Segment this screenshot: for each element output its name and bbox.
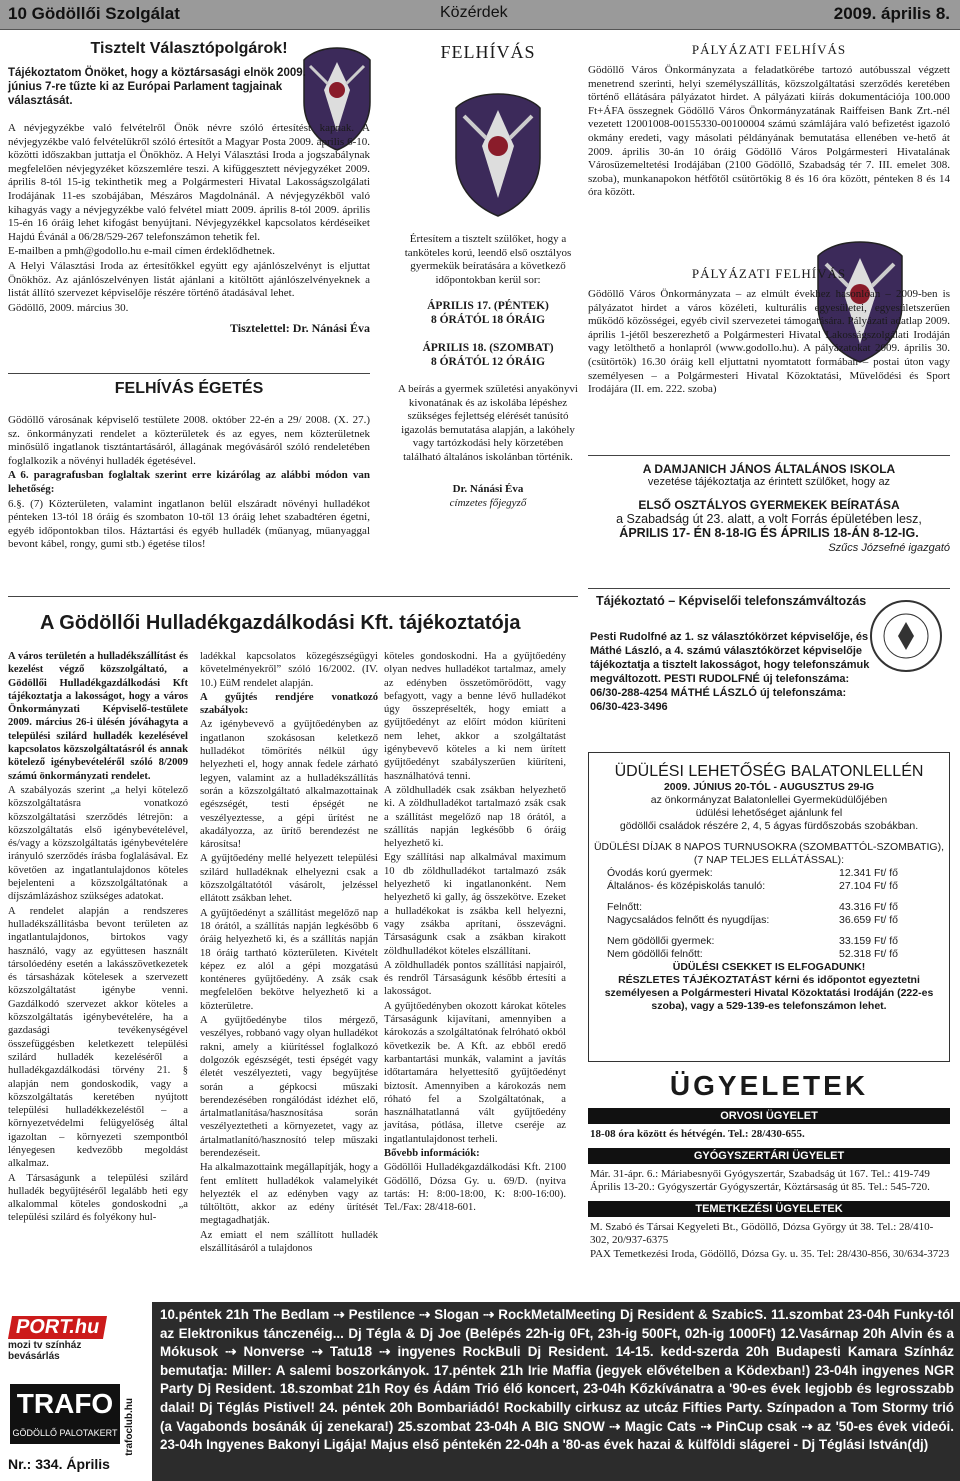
section-name: Közérdek xyxy=(440,4,508,21)
price-label: Felnőtt: xyxy=(607,901,643,913)
holiday-text: az önkormányzat Balatonlellei Gyermeküdülőjében xyxy=(650,794,888,806)
school-name: A DAMJANICH JÁNOS ÁLTALÁNOS ISKOLA xyxy=(642,462,896,476)
signature-role: címzetes főjegyző xyxy=(449,497,527,509)
burning-paragraph: 6.§. (7) Közterületen, valamint ingatlanon belül elszáradt növényi hulladékot pénteken 13-tól 18 óráig és szombaton 10-től 13 óráig lehet szabadtéren égetni, egyéb időpontokban tilos. Háztartási és egyéb hulladék (műanyag, műanyaggal bevont kábel, rongy, gumi stb.) égetése tilos! xyxy=(8,497,370,551)
club-logo-icon xyxy=(868,598,944,674)
school-notice-intro: vezetése tájékoztatja az érintett szülőket, hogy az xyxy=(647,476,891,488)
waste-paragraph: A rendelet alapján a rendszeres hulladékszállításba bevont területen az ingatlantulajdonos, birtokos vagy használó, vagy az együttesen használt társolóedény esetén a lakásszövetkezetek és társasházak kötelesek a szervezett közszolgáltatást igénybe venni. Gazdálkodó szervezet akkor köteles a közszolgáltatás igénybevételére, ha a gazdasági tevékenységével összefüggésben keletkezett települési szilárd hulladék kezeléséről a hulladékgazdálkodási törvény 21. § alapján nem gondoskodik, vagy a közszolgáltatás keretében nyújtott települési hulladékkezeléstől – a környezetvédelmi felügyelőség által igazoltan – környezeti szempontból lényegesen kedvezőbb megoldást alkalmaz. xyxy=(8,905,188,1170)
waste-paragraph: köteles gondoskodni. Ha a gyűjtőedény olyan nedves hulladékot tartalmaz, amely az edényben összetömörödött, vagy befagyott, vagy a benne lévő hulladékot úgy összepréselték, hogy emiatt a gyűjtőedényt az előírt módon kiüríteni nem lehet, akkor a szolgáltatást igénybevevő köteles a ki nem ürített gyűjtőedényt szabályszerűen kiüríteni, használhatóvá tenni. xyxy=(384,651,566,782)
waste-article-title: A Gödöllői Hulladékgazdálkodási Kft. tájékoztatója xyxy=(40,612,521,634)
school-principal: Szűcs Józsefné igazgató xyxy=(828,542,950,554)
port-logo: PORT.hu xyxy=(8,1316,107,1339)
price-row xyxy=(589,935,949,948)
page-number-publication: 10 Gödöllői Szolgálat xyxy=(8,4,180,23)
price-row xyxy=(589,901,949,914)
enrollment-date-hours: 8 ÓRÁTÓL 12 ÓRÁIG xyxy=(430,356,546,368)
tender-notice xyxy=(588,266,950,397)
school-notice-heading: ELSŐ OSZTÁLYOS GYERMEKEK BEÍRATÁSA xyxy=(638,498,900,512)
enrollment-date-hours: 8 ÓRÁTÓL 18 ÓRÁIG xyxy=(430,314,546,326)
issue-date: 2009. április 8. xyxy=(833,4,950,23)
price-row xyxy=(589,867,949,880)
waste-paragraph: Az igénybevevő a gyűjtőedényben az ingatlanon szokásosan keletkező hulladékot tömörítés nélkül úgy helyezheti el, hogy annak fedele zárható legyen, valamint az a hulladékszállítás során a közszolgáltató alkalmazottainak egészségét, testi épségét ne veszélyeztesse, a gépi ürítést ne akadályozza, az ürítő berendezést ne károsítsa! xyxy=(200,719,378,851)
tender-title: PÁLYÁZATI FELHÍVÁS xyxy=(691,266,847,281)
price-label: Nem gödöllői gyermek: xyxy=(607,935,715,947)
pharmacy-duty-text: Április 13-20.: Gyógyszertár Gyógyszertár, Köztársaság út 85. Tel.: 545-720. xyxy=(590,1181,930,1193)
divider xyxy=(8,373,370,374)
waste-paragraph: A gyűjtőedényt a szállítást megelőző nap 18 órától, a szállítás napján legkésőbb 6 óráig helyezhető ki, és a szállítás napján 18 óráig tartható közterületen. Kivételt képez ez alól a gépi mozgatású konténeres gyűjtőedény. A zsák csak megfelelően bekötve helyezhető ki a közterületre. xyxy=(200,907,378,1012)
duty-services xyxy=(588,1068,950,1267)
holiday-contact: RÉSZLETES TÁJÉKOZTATÁST kérni és időpontot egyeztetni személyesen a Polgármesteri Hivatal Közoktatási Irodáján (222-es szoba), vagy a 529-139-es telefonszámon lehet. xyxy=(604,974,934,1012)
trafo-club-ad xyxy=(0,1302,960,1481)
waste-article-column xyxy=(200,650,378,1256)
funeral-duty-text: PAX Temetkezési Iroda, Gödöllő, Dózsa Gy. u. 35. Tel: 28/430-856, 30/634-3723 xyxy=(590,1247,950,1260)
holiday-offer-box xyxy=(588,752,950,1062)
waste-paragraph: A zöldhulladék pontos szállítási napjairól, és rendről Társaságunk később értesíti a lakosságot. xyxy=(384,959,566,998)
holiday-text: gödöllői családok részére 2, 4, 5 ágyas fürdőszobás szobákban. xyxy=(619,820,919,832)
waste-paragraph: Gödöllői Hulladékgazdálkodási Kft. 2100 Gödöllő, Dózsa Gy. u. 69/D. (nyitva tartás: H: 8:00-18:00, K: 8:00-16:00). Tel./Fax: 28/418-601. xyxy=(384,1162,566,1214)
voters-signature: Tisztelettel: Dr. Nánási Éva xyxy=(230,321,370,336)
enrollment-date xyxy=(396,299,580,327)
school-notice-title: FELHÍVÁS xyxy=(440,42,536,62)
tender-notice xyxy=(588,42,950,200)
price-label: Nem gödöllői felnőtt: xyxy=(607,948,703,960)
trafo-logo xyxy=(0,1302,152,1481)
waste-paragraph: Az emiatt el nem szállított hulladék elszállításáról a tulajdonos xyxy=(200,1229,378,1255)
school-notice-location: a Szabadság út 23. alatt, a volt Forrás épületében lesz, xyxy=(616,512,922,526)
waste-paragraph: ladékkal kapcsolatos közegészségügyi követelményekről” szóló 16/2002. (IV. 10.) EüM rendelet alapján. xyxy=(200,651,378,689)
waste-paragraph: A gyűjtőedény mellé helyezett települési szilárd hulladéknak elhelyezni csak a közszolgáltatótól vásárolt, jelzéssel ellátott zsákban lehet. xyxy=(200,853,378,905)
price-label: Óvodás korú gyermek: xyxy=(607,867,713,879)
trafo-logo-sub: GÖDÖLLŐ PALOTAKERT xyxy=(12,1428,118,1438)
price-label: Általános- és középiskolás tanuló: xyxy=(607,880,766,892)
pharmacy-duty-text: Már. 31-ápr. 6.: Máriabesnyői Gyógyszertár, Szabadság út 167. Tel.: 419-749 xyxy=(590,1167,930,1180)
voters-paragraph: A névjegyzékbe való felvételről Önök névre szóló értesítést kapnak. A névjegyzékbe való felvételükről szóló értesítőt a Magyar Posta 2009. április 6-10. közötti időszakban juttatja el Önökhöz. A Helyi Választási Iroda a jogszabálynak megfelelően névjegyzéket közszemlére teszi. A kifüggesztett névjegyzéket 2009. április 8-tól 15-ig tekinthetik meg a Polgármesteri Hivatal Lakosságszolgálati Irodájának 11-es szobájában, Mészáros Magdolnánál. A névjegyzékből való kihagyás vagy a névjegyzékbe való felvétel miatt 2009. április 8-tól 2009. április 15-én 16 óráig lehet kifogást benyújtani. Névjegyzékkel kapcsolatos kérdéseiket Hajdú Évánál a 06/28/529-267 telefonszámon tehetik fel. xyxy=(8,122,370,243)
price-value: 12.341 Ft/ fő xyxy=(839,867,898,879)
price-value: 52.318 Ft/ fő xyxy=(839,948,898,960)
price-value: 27.104 Ft/ fő xyxy=(839,880,898,892)
doctor-duty-text: 18-08 óra között és hétvégén. Tel.: 28/430-655. xyxy=(590,1128,805,1140)
voters-paragraph: E-mailben a pmh@godollo.hu e-mail címen érdeklődhetnek. xyxy=(8,245,276,258)
voters-title: Tisztelt Választópolgárok! xyxy=(90,40,288,57)
burning-paragraph: A 6. paragrafusban foglaltak szerint erre kizárólag az alábbi módon van lehetőség: xyxy=(8,469,370,495)
tender-body: Gödöllő Város Önkormányzata – az elmúlt évekhez hasonlóan – 2009-ben is pályázatot hirdet a város közéleti, kulturális egyesületei, egyesületszerűen működő közösségei, egyéb civil szervezetei támogatására. Pályázati adatlap 2009. április 1-jétől beszerezhető a Polgármesteri Hivatal Lakosságszolgálati Irodáján vagy letölthető a honlapról (www.godollo.hu). A pályázatokat 2009. április 30. (csütörtök) 16.30 óráig kell eljuttatni nyomtatott formában – postai úton vagy személyesen – a Polgármesteri Hivatal Közoktatási, Művelődési és Sport Irodájára (II. em. 222. szoba) xyxy=(588,288,950,396)
price-value: 33.159 Ft/ fő xyxy=(839,935,898,947)
holiday-price-heading: (7 NAP TELJES ELLÁTÁSSAL): xyxy=(693,854,845,866)
waste-paragraph: A gyűjtőedénybe tilos mérgező, veszélyes, robbanó vagy olyan hulladékot rakni, amely a kiürítéssel foglalkozó dolgozók egészségét, testi épségét vagy életét veszélyezteti, vagy begyűjtése során a gépkocsi műszaki berendezésében rongálódást idézhet elő, ártalmatlanítása/hasznosítása során veszélyeztetheti a környezetet, vagy az ártalmatlanító/hasznosító telep műszaki berendezéseit. xyxy=(200,1015,378,1159)
trafo-url: trafoclub.hu xyxy=(124,1398,135,1456)
holiday-voucher-note: ÜDÜLÉSI CSEKKET IS ELFOGADUNK! xyxy=(672,961,866,973)
duty-title: ÜGYELETEK xyxy=(669,1070,869,1101)
waste-paragraph: A város területén a hulladékszállítást és kezelést végző közszolgáltató, a Gödöllői Hulladékgazdálkodási Kft tájékoztatja a lakosságot, hogy a város Önkormányzati Képviselő-testülete 2009. március 26-i ülésén jóváhagyta a települési szilárd hulladék kezelésével kapcsolatos közszolgáltatásról és annak kötelező igénybevételéről szóló 8/2009 számú önkormányzati rendelet. xyxy=(8,651,188,782)
waste-paragraph: A zöldhulladék csak zsákban helyezhető ki. A zöldhulladékot tartalmazó zsák csak a szállítást megelőző nap 18 órától, a szállítás napján legkésőbb 6 óráig helyezhető ki. xyxy=(384,784,566,850)
school-notice-text: A beírás a gyermek születési anyakönyvi kivonatának és az iskolába lépéshez szükséges fejlettség elérését tanúsító igazolás bemutatása alapján, a lakóhely vagy tartózkodási hely körzetében található általános iskolánban történik. xyxy=(398,383,578,463)
page-header xyxy=(0,0,960,30)
burning-notice xyxy=(8,380,370,553)
voters-paragraph: Gödöllő, 2009. március 30. xyxy=(8,301,129,314)
enrollment-date xyxy=(396,341,580,369)
holiday-price-heading: ÜDÜLÉSI DÍJAK 8 NAPOS TURNUSOKRA (SZOMBATTÓL-SZOMBATIG), xyxy=(593,841,945,853)
waste-article-column xyxy=(384,650,566,1215)
price-label: Nagycsaládos felnőtt és nyugdíjas: xyxy=(607,914,770,926)
voters-body xyxy=(8,122,370,315)
funeral-duty-band: TEMETKEZÉSI ÜGYELETEK xyxy=(588,1201,950,1217)
event-program: 10.péntek 21h The Bedlam ⇢ Pestilence ⇢ Slogan ⇢ RockMetalMeeting Dj Resident & SzabicS. 11.szombat 23-04h Funky-tól az Elektronikus tánczenéig... Dj Tégla & Dj Joe (Belépés 22h-ig 0Ft, 23h-ig 500Ft, 02h-ig 1000Ft) 12.Vasárnap 20h Alvin és a Mókusok ⇢ Nonverse ⇢ Tatu18 ⇢ ingyenes RockBuli Dj Resident. 14-15. kedd-szerda 20h Budapesti Kamara Színház bemutatja: Miller: A salemi boszorkányok. 17.péntek 21h Irie Maffia (jegyek elővételben a Ködexban!) 23-04h ingyenes NGR Party Dj Resident. 18.szombat 21h Roy és Ádám Trió élő koncert, 23-04h Kőzkívánatra a '90-es évek legjobb és legrosszabb dalai! Dj Téglás Pistivel! 24. péntek 20h Bombariádó! Rockabilly cirkusz az utcáz Fifties Party. Színpadon a Tom Stormy trió (a Vagabonds bosánák új zenekara!) 25.szombat 23-04h A BIG SNOW ⇢ Magic Cats ⇢ PinCup csak ⇢ az '50-es évek videói. 23-04h Ingyenes Bakonyi Ligája! Majus első péntekén 22-04h a '80-as évek hazai & külföldi slágerei - Dj Téglási István(dj) xyxy=(160,1307,954,1453)
enrollment-date-day: ÁPRILIS 17. (PÉNTEK) xyxy=(427,300,549,312)
waste-subheading: A gyűjtés rendjére vonatkozó szabályok: xyxy=(200,691,378,717)
waste-article-column xyxy=(8,650,188,1226)
school-notice-dates: ÁPRILIS 17- ÉN 8-18-IG ÉS ÁPRILIS 18-ÁN 8-12-IG. xyxy=(619,526,919,540)
trafo-logo-text: TRAFO xyxy=(10,1384,120,1444)
voters-paragraph: A Helyi Választási Iroda az értesítőkkel együtt egy ajánlószelvényt is eljuttat Önökhöz. Az ajánlószelvényen listát ajánlani a kitöltött ajánlószelvényeknek a listát állító szervezet képviselője részére történő átadásával lehet. xyxy=(8,259,370,300)
waste-paragraph: Ha alkalmazottaink megállapítják, hogy a fent említett hulladékok valamelyikét helyezték el az edényben vagy az túltöltött, akkor az edény ürítését megtagadhatják. xyxy=(200,1162,378,1227)
damjanich-school-notice xyxy=(588,462,950,554)
waste-paragraph: A gyűjtőedényben okozott károkat köteles Társaságunk kijavítani, amennyiben a károkozás a szolgáltatónak felróható okból következik be. A Kft. az ebből eredő karbantartási munkák, valamint a javítás időtartamára helyettesítő gyűjtőedényt biztosít. Amennyiben a károkozás nem róható fel a Szolgáltatónak, a használhatatlanná vált gyűjtőedény javítása, pótlása, illetve cseréje az ingatlantulajdonost terheli. xyxy=(384,1000,566,1145)
burning-title: FELHÍVÁS ÉGETÉS xyxy=(114,380,264,397)
issue-number: Nr.: 334. Április xyxy=(8,1456,110,1472)
signature-name: Dr. Nánási Éva xyxy=(452,483,524,495)
divider xyxy=(8,596,578,597)
price-value: 36.659 Ft/ fő xyxy=(839,914,898,926)
tender-title: PÁLYÁZATI FELHÍVÁS xyxy=(691,42,847,57)
waste-paragraph: A Társaságunk a települési szilárd hulladék begyűjtéséről legalább heti egy alkalommal köteles gondoskodni „a települési szilárd és folyékony hul- xyxy=(8,1172,188,1224)
holiday-text: üdülési lehetőséget ajánlunk fel xyxy=(695,807,843,819)
voters-letter xyxy=(8,40,370,336)
price-value: 43.316 Ft/ fő xyxy=(839,901,898,913)
school-notice-text: Értesítem a tisztelt szülőket, hogy a tanköteles korú, leendő első osztályos gyermekük beíratására a következő időpontokban kerül sor: xyxy=(404,233,572,286)
voters-lead: Tájékoztatom Önöket, hogy a köztársasági elnök 2009. június 7-re tűzte ki az Európai Parlament tagjainak választását. xyxy=(8,67,306,107)
school-notice-signature xyxy=(396,482,580,510)
waste-paragraph: A szabályozás szerint „a helyi kötelező közszolgáltatásra vonatkozó közszolgáltatási szerződés létrejön: a közszolgáltatás első igénybevételével, és/vagy a közszolgáltatás igénybevételére irányuló szerződés írásba foglalásával. Ez követően az ingatlantulajdonos köteles bejelenteni a közszolgáltatónak a díjszámlázáshoz szükséges adatokat. xyxy=(8,784,188,903)
divider xyxy=(588,588,950,589)
doctor-duty-band: ORVOSI ÜGYELET xyxy=(588,1108,950,1124)
rep-notice-title: Tájékoztató – Képviselői telefonszámváltozás xyxy=(596,594,867,608)
school-enrollment-notice xyxy=(396,42,580,510)
price-row xyxy=(589,914,949,927)
holiday-title: ÜDÜLÉSI LEHETŐSÉG BALATONLELLÉN xyxy=(614,763,924,780)
funeral-duty-text: M. Szabó és Társai Kegyeleti Bt., Gödöllő, Dózsa György út 38. Tel.: 28/410-302, 20/937-6375 xyxy=(590,1220,934,1246)
divider xyxy=(588,455,950,456)
enrollment-date-day: ÁPRILIS 18. (SZOMBAT) xyxy=(422,342,554,354)
rep-notice-body: Pesti Rudolfné az 1. sz választókörzet képviselője, és Máthé László, a 4. számú választókörzet képviselője tájékoztatja a tisztelt lakosságot, hogy telefonszámuk megváltozott. PESTI RUDOLFNÉ új telefonszáma: 06/30-288-4254 MÁTHÉ LÁSZLÓ új telefonszáma: 06/30-423-3496 xyxy=(590,631,870,713)
pharmacy-duty-band: GYÓGYSZERTÁRI ÜGYELET xyxy=(588,1148,950,1164)
price-row xyxy=(589,880,949,893)
burning-paragraph: Gödöllő városának képviselő testülete 2008. október 22-én a 29/ 2008. (X. 27.) sz. önkormányzati rendelet a közterületek és az egyes, nem közterületnek minősülő ingatlanok tisztántartásáról, állagának megóvásáról szóló rendeletében foglalkozik a növényi hulladék égetésével. xyxy=(8,414,370,467)
tender-body: Gödöllő Város Önkormányzata a feladatkörébe tartozó autóbusszal végzett menetrend szerinti, helyi személyszállítás, közszolgáltatási szerződés keretében történő ellátására pályázatot hirdet. A pályázati kiírás dokumentációja 100.000 Ft+ÁFA összegnek Gödöllő Város Önkormányzatának Raiffeisen Bank Zrt.-nél vezetett 12001008-00155330-00100004 számú számlájára való befizetést igazoló okmány eredeti, vagy másolati példányának bemutatása ellenében ve-hető át 2009. április 30-án 10 óráig Gödöllő Város Polgármesteri Hivatalának Városüzemeltetési Irodájában (2100 Gödöllő, Szabadság tér 7. III. emelet 308. szoba), munkanapokon hétfőtől csütörtökig 8 és 16 óra között, pénteken 8 és 14 óra között. xyxy=(588,64,950,199)
waste-paragraph: Egy szállítási nap alkalmával maximum 10 db zöldhulladékot tartalmazó zsák helyezhető ki ingatlanonként. Nem helyezhető ki gally, ág összekötve. Ezeket a hulladékokat is zsákba kell helyezni, vagy zsákba aprítani, összevágni. Társaságunk csak a zsákban kirakott zöldhulladékot köteles elszállítani. xyxy=(384,852,566,957)
price-row xyxy=(589,948,949,961)
port-tagline: mozi tv színház bevásárlás xyxy=(8,1340,82,1362)
holiday-dates: 2009. JÚNIUS 20-TÓL - AUGUSZTUS 29-IG xyxy=(663,781,875,793)
waste-subheading: Bővebb információk: xyxy=(384,1147,480,1159)
